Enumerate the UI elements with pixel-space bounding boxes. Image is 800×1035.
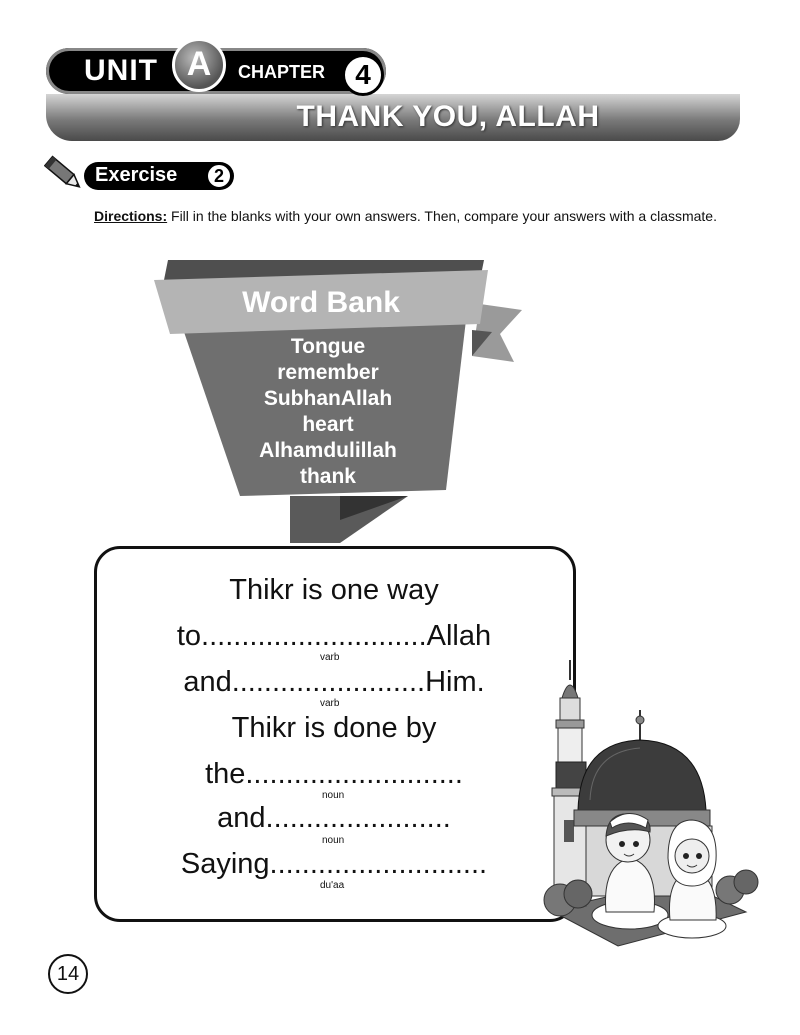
directions-label: Directions: <box>94 208 168 224</box>
hint-verb: varb <box>320 652 340 663</box>
pencil-icon <box>44 152 84 196</box>
word-bank-title: Word Bank <box>242 286 400 319</box>
exercise-label: Exercise <box>95 164 178 186</box>
fill-line-2[interactable]: to............................Allah <box>176 620 492 652</box>
hint-verb: varb <box>320 698 340 709</box>
fill-line-1: Thikr is one way <box>229 574 439 606</box>
chapter-title: THANK YOU, ALLAH <box>296 100 600 133</box>
fill-line-6[interactable]: and....................... <box>217 802 451 834</box>
word-bank-item: heart <box>302 413 354 436</box>
word-bank-item: Tongue <box>290 335 366 358</box>
hint-noun: noun <box>322 835 345 846</box>
word-bank-item: Alhamdulillah <box>259 439 397 462</box>
hint-noun: noun <box>322 790 345 801</box>
word-bank-item: thank <box>299 465 356 488</box>
page-number: 14 <box>48 954 88 994</box>
fill-line-3[interactable]: and........................Him. <box>183 666 485 698</box>
mosque-illustration <box>530 650 790 950</box>
directions <box>94 206 734 226</box>
chapter-number-badge: 4 <box>342 54 384 96</box>
hint-duaa: du'aa <box>320 880 345 891</box>
unit-letter-badge: A <box>172 38 226 92</box>
unit-label: UNIT <box>84 54 158 87</box>
fill-line-5[interactable]: the........................... <box>205 758 463 790</box>
word-bank-item: SubhanAllah <box>263 387 393 410</box>
directions-text: Fill in the blanks with your own answers. Then, compare your answers with a classmate. <box>167 208 717 224</box>
exercise-number-badge: 2 <box>206 163 232 189</box>
word-bank-item: remember <box>277 361 379 384</box>
fill-line-4: Thikr is done by <box>231 712 437 744</box>
fill-line-7[interactable]: Saying........................... <box>180 848 488 880</box>
chapter-label: CHAPTER <box>238 62 326 82</box>
